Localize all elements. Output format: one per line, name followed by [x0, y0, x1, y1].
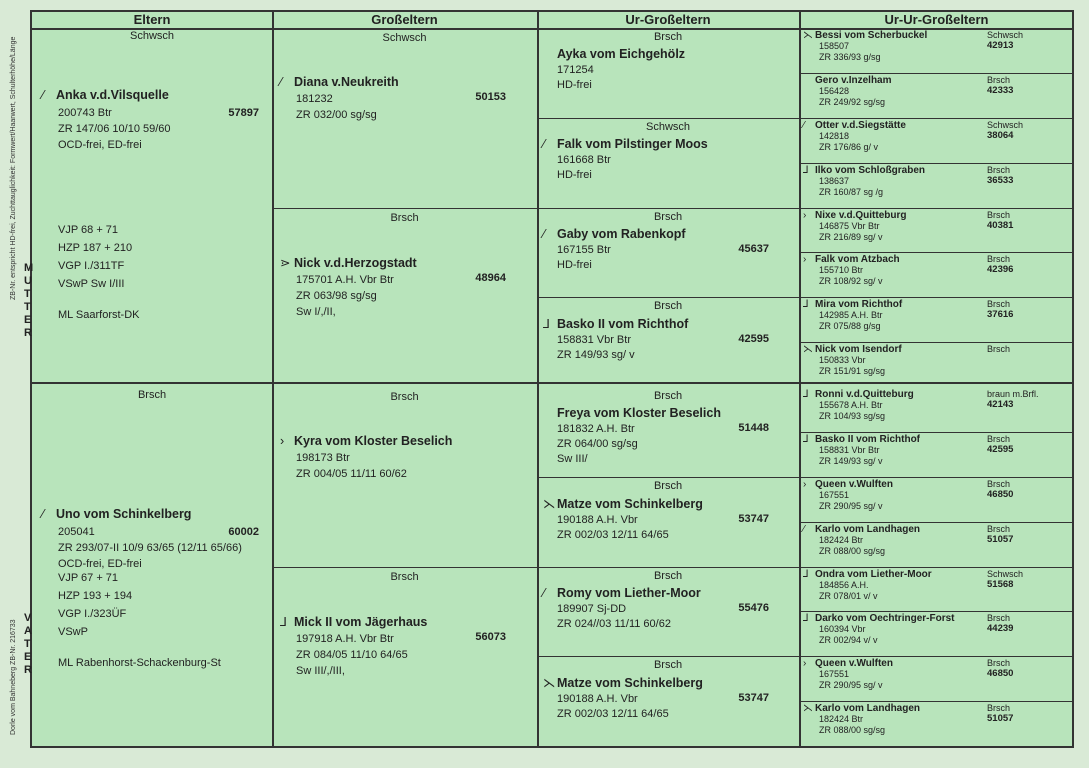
great-great-grandparent-cell [799, 73, 1074, 118]
mutter-name [42, 88, 267, 102]
great-grandparent-l2: ZR 024//03 11/11 60/62 [557, 617, 671, 630]
vater-name [42, 507, 267, 521]
uu-number: 51568 [987, 578, 1014, 590]
grandparent-l2: ZR 063/98 sg/sg [296, 289, 377, 302]
uu-name-text: Nixe v.d.Quitteburg [815, 209, 907, 221]
vater-l3: OCD-frei, ED-frei [58, 558, 142, 570]
uu-number: 38064 [987, 129, 1014, 141]
vertical-letter: R [24, 327, 33, 339]
uu-l1: 160394 Vbr [819, 624, 866, 635]
vertical-letter: U [24, 275, 33, 287]
uu-name [803, 75, 892, 86]
uu-l1: 150833 Vbr [819, 355, 866, 366]
great-grandparent-l1: 190188 A.H. Vbr [557, 513, 638, 526]
grandparent-number: 50153 [475, 91, 506, 103]
mutter-hzp: HZP 187 + 210 [58, 242, 133, 254]
grandparent-data [296, 91, 530, 123]
great-grandparent-details [543, 496, 793, 543]
uu-number: 44239 [987, 623, 1014, 635]
uu-color: Brsch [987, 433, 1011, 444]
mutter-name-text: Anka v.d.Vilsquelle [56, 88, 169, 102]
great-grandparent-data [557, 602, 793, 632]
mutter-data [58, 105, 267, 153]
great-grandparent-color: Brsch [653, 300, 683, 313]
uu-l2: ZR 088/00 sg/sg [819, 545, 886, 556]
great-grandparent-l1: 190188 A.H. Vbr [557, 693, 638, 706]
vater-l1: 205041 [58, 526, 95, 538]
uu-name-text: Darko vom Oechtringer-Forst [815, 613, 955, 625]
uu-name [803, 658, 893, 669]
uu-mark-icon: › [803, 254, 807, 266]
great-grandparent-name [543, 227, 793, 241]
great-grandparent-number: 51448 [738, 422, 769, 434]
grandparent-l2: ZR 084/05 11/10 64/65 [296, 648, 408, 661]
grandparent-color: Brsch [390, 211, 419, 224]
uu-mark-icon: ⁄ [803, 523, 805, 535]
great-grandparent-cell [537, 567, 799, 657]
vertical-letter: E [24, 314, 33, 326]
great-grandparent-details [543, 406, 793, 467]
great-grandparent-l1: 189907 Sj-DD [557, 602, 627, 615]
header-grosseltern: Großeltern [272, 12, 537, 30]
uu-l2: ZR 078/01 v/ v [819, 590, 878, 601]
great-grandparent-color: Schwsch [645, 120, 691, 133]
great-great-grandparent-cell [799, 522, 1074, 567]
header-ur-ur-grosseltern: Ur-Ur-Großeltern [799, 12, 1074, 30]
vater-l2: ZR 293/07-II 10/9 63/65 (12/11 65/66) [58, 542, 242, 554]
uu-l1: 155678 A.H. Btr [819, 400, 883, 410]
uu-mark-icon: ⋋ [803, 30, 813, 41]
grandparent-cell [272, 567, 537, 747]
uu-name [803, 703, 920, 714]
uu-mark-icon: ⅃ [803, 613, 809, 625]
uu-l1: 155710 Btr [819, 265, 864, 276]
great-grandparent-color: Brsch [653, 390, 683, 402]
vertical-letter: T [24, 288, 32, 300]
grandparent-number: 48964 [475, 271, 506, 284]
great-grandparent-name-text: Falk vom Pilstinger Moos [557, 136, 708, 151]
grandparent-name [280, 614, 530, 629]
great-grandparent-l2: ZR 149/93 sg/ v [557, 349, 635, 362]
great-grandparent-details [543, 47, 793, 93]
great-grandparent-name [543, 675, 793, 690]
great-grandparent-l2: ZR 064/00 sg/sg [557, 438, 638, 450]
vater-label [24, 612, 34, 677]
uu-name [803, 434, 920, 445]
vater-data [58, 524, 267, 572]
uu-l2: ZR 176/86 g/ v [819, 141, 879, 152]
great-grandparent-cell [537, 28, 799, 118]
grandparent-cell [272, 208, 537, 388]
great-grandparent-data [557, 153, 793, 183]
uu-number: 51057 [987, 713, 1014, 725]
great-grandparent-name-text: Matze vom Schinkelberg [557, 496, 703, 511]
vertical-letter: V [24, 612, 33, 624]
grandparent-details [280, 614, 530, 679]
great-great-grandparent-cell [799, 567, 1074, 612]
uu-mark-icon: ⁄ [803, 119, 805, 131]
uu-l2: ZR 160/87 sg /g [819, 186, 884, 197]
uu-mark-icon: ⅃ [803, 568, 809, 580]
uu-l2: ZR 075/88 g/sg [819, 321, 881, 332]
great-grandparent-cell [537, 477, 799, 567]
uu-l2: ZR 290/95 sg/ v [819, 680, 883, 691]
uu-l2: ZR 088/00 sg/sg [819, 725, 886, 736]
uu-name [803, 613, 954, 624]
great-great-grandparent-cell [799, 477, 1074, 522]
great-grandparent-cell [537, 118, 799, 208]
great-grandparent-color: Brsch [653, 569, 683, 582]
grandparent-data [296, 631, 530, 679]
grandparent-l1: 175701 A.H. Vbr Btr [296, 273, 394, 286]
pedigree-sheet [30, 10, 1074, 748]
uu-mark-icon: ⋋ [803, 344, 813, 356]
grandparent-name-text: Kyra vom Kloster Beselich [294, 434, 453, 448]
uu-l1: 156428 [819, 85, 850, 96]
uu-name-text: Queen v.Wulften [815, 658, 893, 670]
uu-name-text: Nick vom Isendorf [815, 344, 902, 356]
uu-name-text: Gero v.Inzelham [815, 74, 892, 86]
great-great-grandparent-cell [799, 118, 1074, 163]
uu-l2: ZR 249/92 sg/sg [819, 96, 886, 107]
grandparent-data [296, 450, 530, 482]
uu-name [803, 30, 927, 41]
great-grandparent-l1: 158831 Vbr Btr [557, 334, 631, 347]
uu-l1: 146875 Vbr Btr [819, 220, 880, 231]
uu-l1: 182424 Btr [819, 534, 864, 545]
uu-name-text: Basko II vom Richthof [815, 433, 921, 445]
great-grandparent-l1: 167155 Btr [557, 243, 611, 256]
grandparent-l3: Sw I/,/II, [296, 305, 336, 318]
uu-l1: 142985 A.H. Btr [819, 310, 883, 321]
vater-name-text: Uno vom Schinkelberg [56, 507, 192, 521]
uu-color: Brsch [987, 209, 1011, 220]
mutter-vswp: VSwP Sw I/III [58, 278, 125, 290]
great-grandparent-cell [537, 656, 799, 746]
great-grandparent-mark-icon: ⁄ [543, 226, 546, 241]
great-great-grandparent-cell [799, 701, 1074, 746]
great-grandparent-color: Brsch [653, 31, 683, 43]
great-grandparent-name-text: Freya vom Kloster Beselich [557, 406, 721, 420]
grandparent-name-text: Mick II vom Jägerhaus [294, 614, 428, 629]
uu-color: Brsch [987, 254, 1011, 265]
great-great-grandparent-cell [799, 342, 1074, 387]
great-great-grandparent-cell [799, 252, 1074, 297]
uu-l2: ZR 290/95 sg/ v [819, 500, 883, 511]
great-grandparent-number: 45637 [738, 242, 769, 255]
uu-l1: 182424 Btr [819, 714, 864, 725]
uu-name-text: Bessi vom Scherbuckel [815, 30, 928, 41]
great-grandparent-data [557, 513, 793, 543]
grandparent-l2: ZR 032/00 sg/sg [296, 109, 377, 121]
grandparent-l3: Sw III/,/III, [296, 664, 345, 677]
vater-hzp: HZP 193 + 194 [58, 590, 133, 602]
uu-mark-icon: ⅃ [803, 299, 809, 311]
grandparent-l1: 198173 Btr [296, 452, 350, 464]
mutter-number: 57897 [228, 107, 259, 119]
uu-number: 37616 [987, 309, 1014, 321]
uu-number: 42595 [987, 443, 1014, 455]
uu-color: Brsch [987, 523, 1011, 534]
great-grandparent-details [543, 586, 793, 632]
great-grandparent-data [557, 422, 793, 467]
great-grandparent-l1: 171254 [557, 64, 594, 76]
great-grandparent-l3: Sw III/ [557, 453, 588, 465]
side-note-bottom: Dorle vom Bahneberg ZB-Nr. 216733 [10, 619, 17, 735]
header-ur-grosseltern: Ur-Großeltern [537, 12, 799, 30]
vater-vjp: VJP 67 + 71 [58, 572, 119, 584]
grandparent-data [296, 272, 530, 320]
great-grandparent-cell [537, 297, 799, 387]
great-great-grandparent-cell [799, 28, 1074, 73]
grandparent-mark-icon: ⁄ [280, 75, 283, 89]
mutter-l3: OCD-frei, ED-frei [58, 139, 142, 151]
uu-name [803, 389, 914, 400]
uu-mark-icon: ⅃ [803, 433, 809, 445]
uu-name [803, 120, 906, 131]
great-grandparent-l3: HD-frei [557, 258, 592, 271]
great-grandparent-number: 53747 [738, 512, 769, 525]
uu-name [803, 299, 902, 310]
grandparent-mark-icon: › [280, 434, 285, 448]
great-grandparent-data [557, 243, 793, 273]
mutter-details [42, 88, 267, 153]
uu-number: 42913 [987, 40, 1014, 51]
grandparent-color: Brsch [390, 570, 419, 583]
great-grandparent-name [543, 316, 793, 331]
great-great-grandparent-cell [799, 432, 1074, 477]
uu-color: Brsch [987, 658, 1011, 669]
great-great-grandparent-cell [799, 387, 1074, 432]
mutter-vjp: VJP 68 + 71 [58, 224, 119, 236]
grandparent-name [280, 434, 530, 448]
uu-mark-icon: › [803, 478, 807, 490]
uu-color: Schwsch [987, 119, 1024, 130]
vertical-letter: A [24, 625, 33, 637]
side-note-top: ZB-Nr. entspricht HD-frei, Zuchttauglichkeit: Formwert/Haarwert, Schulterhöhe/Länge [10, 36, 17, 300]
uu-l1: 167551 [819, 489, 850, 500]
grandparent-name-text: Nick v.d.Herzogstadt [294, 255, 417, 270]
great-grandparent-cell [537, 208, 799, 298]
great-grandparent-l1: 161668 Btr [557, 153, 611, 166]
grandparent-name-text: Diana v.Neukreith [294, 75, 399, 89]
mutter-l2: ZR 147/06 10/10 59/60 [58, 123, 171, 135]
uu-mark-icon: ⋋ [803, 703, 813, 715]
mutter-vgp: VGP I./311TF [58, 260, 125, 272]
uu-name-text: Ronni v.d.Quitteburg [815, 389, 914, 400]
uu-number: 46850 [987, 668, 1014, 680]
uu-name [803, 524, 920, 535]
uu-color: Brsch [987, 344, 1011, 355]
great-great-grandparent-cell [799, 163, 1074, 208]
uu-name [803, 479, 893, 490]
great-grandparent-mark-icon: ⋋ [543, 496, 556, 511]
vertical-letter: E [24, 651, 33, 663]
uu-l2: ZR 216/89 sg/ v [819, 231, 883, 242]
vater-color: Brsch [137, 389, 167, 401]
uu-name [803, 344, 902, 355]
uu-color: Brsch [987, 613, 1011, 624]
great-grandparent-mark-icon: ⁄ [543, 585, 546, 600]
grandparent-details [280, 434, 530, 482]
vater-titles [58, 569, 221, 671]
uu-l2: ZR 151/91 sg/sg [819, 366, 886, 377]
great-grandparent-mark-icon: ⁄ [543, 136, 546, 151]
great-grandparent-number: 42595 [738, 333, 769, 346]
vater-vswp: VSwP [58, 626, 88, 638]
vater-mark-icon: ⁄ [42, 507, 45, 521]
uu-l1: 158831 Vbr Btr [819, 444, 880, 455]
great-grandparent-mark-icon: ⅃ [543, 317, 550, 332]
great-grandparent-name-text: Matze vom Schinkelberg [557, 676, 703, 691]
great-grandparent-name [543, 137, 793, 151]
great-grandparent-color: Brsch [653, 479, 683, 492]
uu-l2: ZR 104/93 sg/sg [819, 411, 886, 421]
uu-number: 40381 [987, 219, 1014, 231]
uu-number: 42143 [987, 399, 1014, 410]
uu-l1: 184856 A.H. [819, 579, 869, 590]
great-great-grandparent-cell [799, 611, 1074, 656]
great-grandparent-number: 55476 [738, 601, 769, 614]
great-grandparent-data [557, 63, 793, 93]
vater-details [42, 507, 267, 572]
great-great-grandparent-cell [799, 297, 1074, 342]
great-grandparent-l2: ZR 002/03 12/11 64/65 [557, 708, 669, 721]
great-great-grandparent-cell [799, 208, 1074, 253]
great-grandparent-l2: ZR 002/03 12/11 64/65 [557, 528, 669, 541]
grandparent-cell [272, 387, 537, 567]
uu-color: Schwsch [987, 568, 1024, 579]
uu-mark-icon: ⅃ [803, 164, 809, 176]
great-grandparent-details [543, 137, 793, 183]
vertical-letter: R [24, 664, 33, 676]
uu-mark-icon: ⅃ [803, 389, 809, 400]
great-grandparent-mark-icon: ⋋ [543, 676, 556, 691]
grandparent-name [280, 255, 530, 270]
uu-l2: ZR 336/93 g/sg [819, 52, 881, 62]
great-grandparent-name-text: Ayka vom Eichgehölz [557, 47, 686, 61]
great-grandparent-l1: 181832 A.H. Btr [557, 423, 635, 435]
vater-cell [32, 387, 272, 746]
uu-color: Brsch [987, 164, 1011, 175]
mutter-titles [58, 221, 140, 323]
mutter-mark-icon: ⁄ [42, 88, 45, 102]
great-grandparent-name [543, 496, 793, 511]
grandparent-mark-icon: ⅃ [280, 614, 287, 629]
uu-name [803, 165, 925, 176]
uu-color: Brsch [987, 478, 1011, 489]
uu-name-text: Karlo vom Landhagen [815, 523, 921, 535]
uu-color: Brsch [987, 703, 1011, 714]
mutter-color: Schwsch [129, 30, 175, 42]
grandparent-l1: 197918 A.H. Vbr Btr [296, 632, 394, 645]
vertical-letter: M [24, 262, 35, 274]
uu-number: 46850 [987, 488, 1014, 500]
great-grandparent-data [557, 692, 793, 722]
grandparent-l1: 181232 [296, 93, 333, 105]
great-grandparent-name [543, 406, 793, 420]
grandparent-cell [272, 28, 537, 208]
uu-number: 36533 [987, 174, 1014, 186]
great-great-grandparent-cell [799, 656, 1074, 701]
grandparent-color: Schwsch [382, 32, 427, 44]
uu-l1: 158507 [819, 41, 850, 51]
uu-mark-icon: › [803, 209, 807, 221]
vertical-letter: T [24, 638, 32, 650]
grandparent-name [280, 75, 530, 89]
uu-name [803, 254, 900, 265]
vater-number: 60002 [228, 526, 259, 538]
vater-vgp: VGP I./323ÜF [58, 608, 127, 620]
grandparent-l2: ZR 004/05 11/11 60/62 [296, 468, 407, 480]
great-grandparent-details [543, 227, 793, 273]
uu-number: 51057 [987, 533, 1014, 545]
uu-mark-icon: › [803, 658, 807, 670]
uu-l2: ZR 002/94 v/ v [819, 635, 878, 646]
vater-ml: ML Rabenhorst-Schackenburg-St [58, 657, 221, 669]
great-grandparent-details [543, 675, 793, 722]
uu-name-text: Ondra vom Liether-Moor [815, 568, 932, 580]
great-grandparent-name-text: Romy vom Liether-Moor [557, 585, 701, 600]
grandparent-mark-icon: ⋗ [280, 255, 291, 270]
uu-l1: 138637 [819, 175, 850, 186]
mutter-l1: 200743 Btr [58, 107, 112, 119]
great-grandparent-color: Brsch [653, 210, 683, 223]
grandparent-details [280, 255, 530, 320]
great-grandparent-data [557, 333, 793, 363]
uu-l1: 167551 [819, 669, 850, 680]
uu-name-text: Queen v.Wulften [815, 478, 893, 490]
uu-color: Schwsch [987, 30, 1024, 40]
uu-color: Brsch [987, 74, 1011, 85]
great-grandparent-name-text: Basko II vom Richthof [557, 317, 689, 332]
uu-l2: ZR 108/92 sg/ v [819, 276, 883, 287]
uu-color: Brsch [987, 299, 1011, 310]
great-grandparent-name-text: Gaby vom Rabenkopf [557, 226, 686, 241]
great-grandparent-color: Brsch [653, 659, 683, 672]
great-grandparent-name [543, 47, 793, 61]
uu-l1: 142818 [819, 130, 850, 141]
mutter-ml: ML Saarforst-DK [58, 309, 140, 321]
grandparent-color: Brsch [390, 391, 419, 403]
mutter-cell [32, 28, 272, 387]
uu-number: 42396 [987, 264, 1014, 276]
mutter-label [24, 262, 34, 340]
great-grandparent-l3: HD-frei [557, 168, 592, 181]
vertical-letter: T [24, 301, 32, 313]
uu-number: 42333 [987, 84, 1014, 96]
uu-name [803, 210, 907, 221]
uu-name-text: Falk vom Atzbach [815, 254, 900, 266]
uu-name-text: Otter v.d.Siegstätte [815, 119, 906, 131]
uu-name [803, 569, 932, 580]
great-grandparent-name [543, 586, 793, 600]
uu-l2: ZR 149/93 sg/ v [819, 455, 883, 466]
uu-color: braun m.Brfl. [987, 389, 1039, 399]
grandparent-details [280, 75, 530, 123]
header-eltern: Eltern [32, 12, 272, 30]
uu-name-text: Karlo vom Landhagen [815, 703, 921, 715]
uu-name-text: Mira vom Richthof [815, 299, 903, 311]
great-grandparent-l3: HD-frei [557, 79, 592, 91]
great-grandparent-details [543, 316, 793, 363]
great-grandparent-number: 53747 [738, 692, 769, 705]
great-grandparent-cell [537, 387, 799, 477]
grandparent-number: 56073 [475, 630, 506, 643]
uu-name-text: Ilko vom Schloßgraben [815, 164, 926, 176]
